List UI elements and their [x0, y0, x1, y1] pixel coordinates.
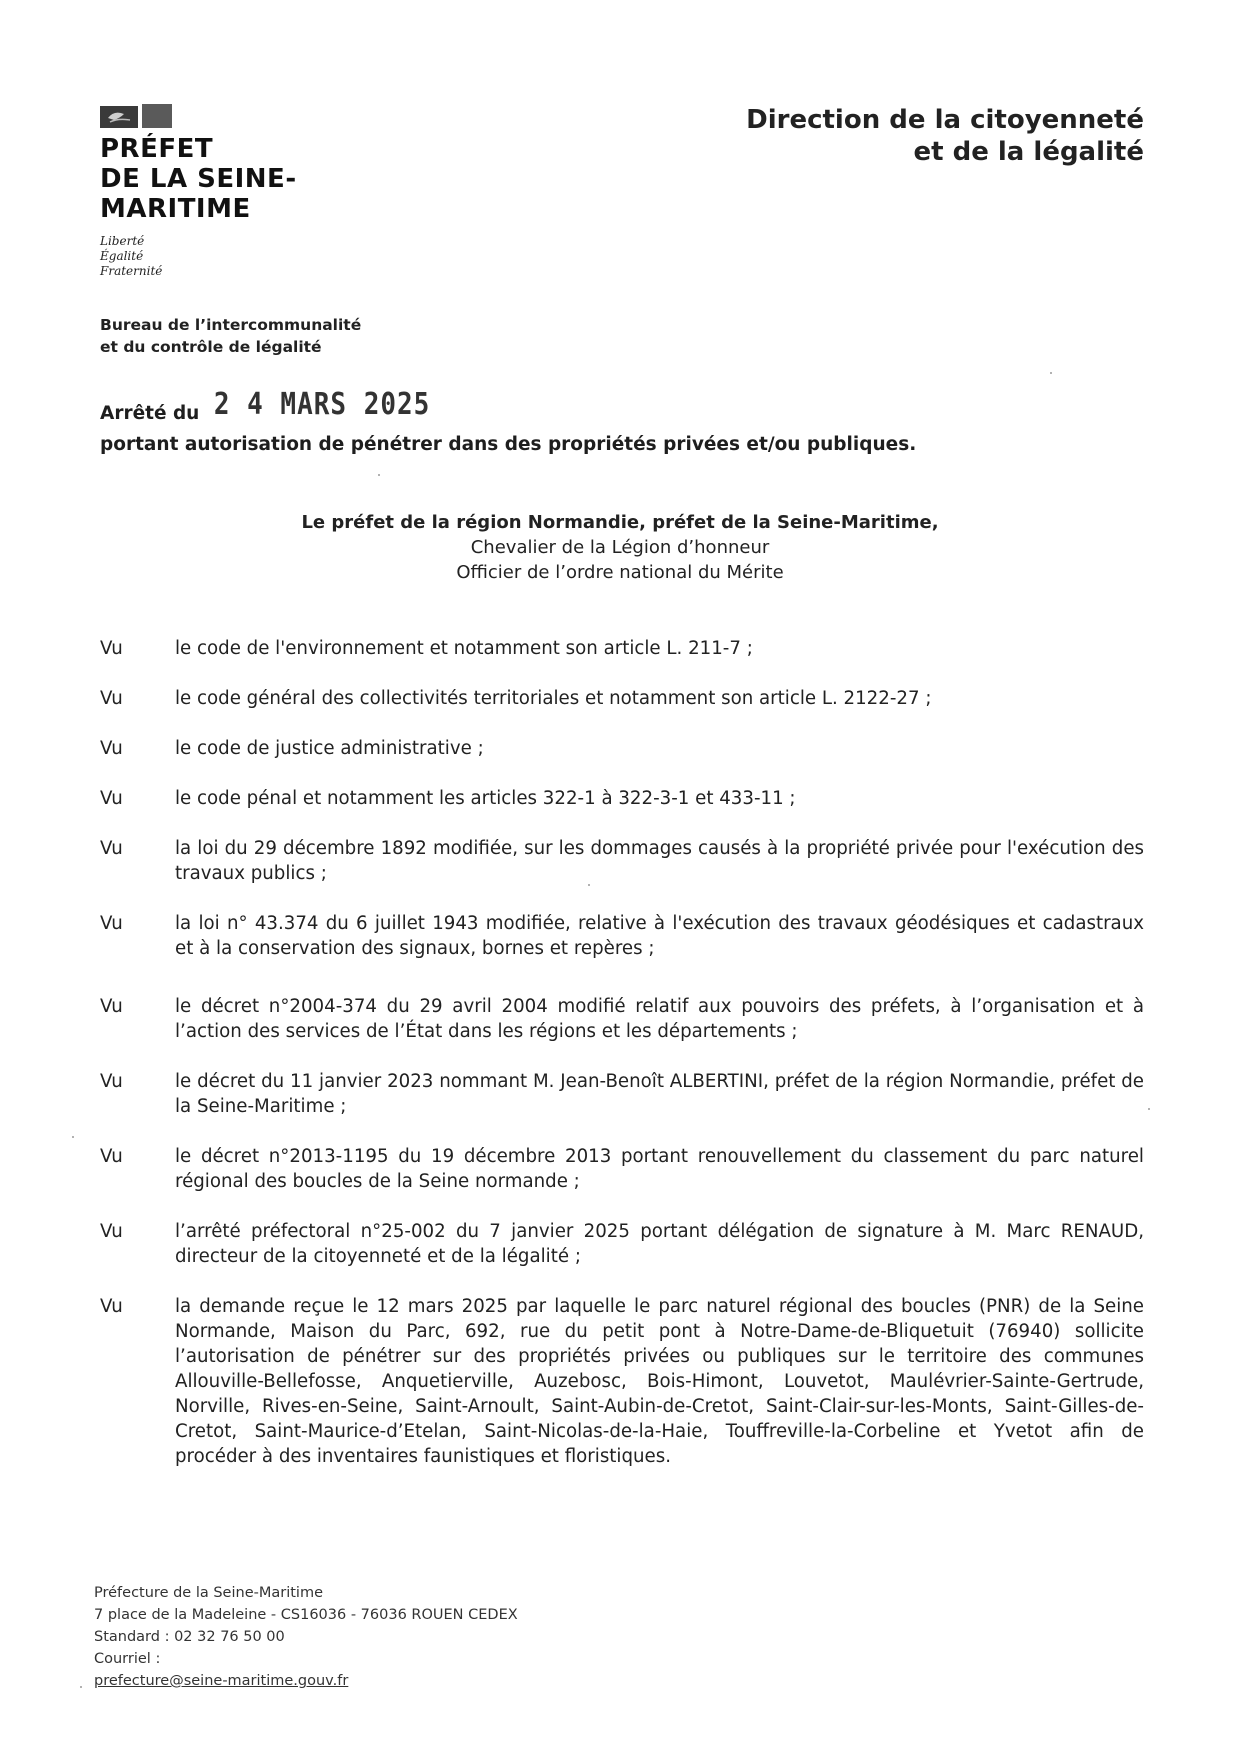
visa-text: le décret n°2004-374 du 29 avril 2004 modifié relatif aux pouvoirs des préfets, à l’organisation et à l’action des services de l’État dans les régions et les départements ; [175, 996, 1144, 1042]
visa-label: Vu [100, 996, 123, 1017]
visa-label: Vu [100, 638, 123, 659]
visa-text: le code pénal et notamment les articles 322-1 à 322-3-1 et 433-11 ; [175, 788, 796, 809]
visa-label: Vu [100, 1296, 123, 1317]
bureau-line-1: Bureau de l’intercommunalité [100, 316, 362, 334]
footer-address-line: 7 place de la Madeleine - CS16036 - 76036 ROUEN CEDEX [94, 1607, 518, 1623]
visa-text: le décret n°2013-1195 du 19 décembre 2013 portant renouvellement du classement du parc naturel régional des boucles de la Seine normande ; [175, 1146, 1144, 1192]
prefet-legion-honneur: Chevalier de la Légion d’honneur [470, 537, 770, 558]
visa-label: Vu [100, 738, 123, 759]
arrete-title [100, 387, 1100, 458]
visa-label: Vu [100, 1146, 123, 1167]
visa-text: le code de justice administrative ; [175, 738, 484, 759]
visa-item [100, 1069, 1144, 1119]
bureau-heading [100, 314, 600, 358]
visa-item [100, 686, 1144, 711]
visa-text: le décret du 11 janvier 2023 nommant M. Jean-Benoît ALBERTINI, préfet de la région Normandie, préfet de la Seine-Maritime ; [175, 1071, 1144, 1117]
direction-heading [624, 104, 1144, 168]
scan-speck [588, 884, 590, 886]
footer-mail-link[interactable]: prefecture@seine-maritime.gouv.fr [94, 1673, 349, 1689]
scan-speck [80, 1686, 82, 1688]
visa-label: Vu [100, 913, 123, 934]
footer-phone: Standard : 02 32 76 50 00 [94, 1629, 285, 1645]
visa-item [100, 1219, 1144, 1269]
prefet-intro [150, 510, 1090, 585]
visa-item [100, 836, 1144, 886]
visa-item [100, 636, 1144, 661]
scan-speck [378, 474, 380, 476]
visa-label: Vu [100, 1221, 123, 1242]
scan-speck [1050, 372, 1052, 374]
footer-address [94, 1582, 694, 1692]
visa-item [100, 994, 1144, 1044]
visa-item [100, 786, 1144, 811]
devise-fraternite: Fraternité [100, 264, 163, 278]
visa-label: Vu [100, 838, 123, 859]
marianne-logo-icon [100, 104, 172, 128]
visa-text: la loi du 29 décembre 1892 modifiée, sur les dommages causés à la propriété privée pour l'exécution des travaux publics ; [175, 838, 1144, 884]
footer-mail-line [94, 1648, 694, 1692]
prefet-title-line: Le préfet de la région Normandie, préfet de la Seine-Maritime, [301, 512, 939, 533]
visa-label: Vu [100, 788, 123, 809]
devise-liberte: Liberté [100, 234, 145, 248]
arrete-date-line [100, 387, 1100, 432]
visa-item [100, 1294, 1144, 1469]
visa-text: la loi n° 43.374 du 6 juillet 1943 modifiée, relative à l'exécution des travaux géodésiques et cadastraux et à la conservation des signaux, bornes et repères ; [175, 913, 1144, 959]
visa-label: Vu [100, 1071, 123, 1092]
visa-label: Vu [100, 688, 123, 709]
visa-item [100, 1144, 1144, 1194]
footer-mail-label: Courriel : [94, 1651, 161, 1667]
devise-egalite: Égalité [100, 249, 144, 263]
visa-text: le code de l'environnement et notamment son article L. 211-7 ; [175, 638, 753, 659]
scan-speck [72, 1136, 74, 1138]
arrete-prefix: Arrêté du [100, 403, 200, 424]
visa-text: l’arrêté préfectoral n°25-002 du 7 janvier 2025 portant délégation de signature à M. Marc RENAUD, directeur de la citoyenneté et de la légalité ; [175, 1221, 1144, 1267]
visas-list [100, 636, 1144, 1469]
visa-text: la demande reçue le 12 mars 2025 par laquelle le parc naturel régional des boucles (PNR) de la Seine Normande, Maison du Parc, 692, rue du petit pont à Notre-Dame-de-Bliquetuit (76940) sollicite l’autorisation de pénétrer sur des propriétés privées ou publiques sur le territoire des communes Allouville-Bellefosse, Anquetierville, Auzebosc, Bois-Himont, Louvetot, Maulévrier-Sainte-Gertrude, Norville, Rives-en-Seine, Saint-Arnoult, Saint-Aubin-de-Cretot, Saint-Clair-sur-les-Monts, Saint-Gilles-de-Cretot, Saint-Maurice-d’Etelan, Saint-Nicolas-de-la-Haie, Touffreville-la-Corbeline et Yvetot afin de procéder à des inventaires faunistiques et floristiques. [175, 1296, 1144, 1467]
devise [100, 234, 360, 279]
visa-item [100, 911, 1144, 961]
visa-text: le code général des collectivités territoriales et notamment son article L. 2122-27 ; [175, 688, 932, 709]
bureau-line-2: et du contrôle de légalité [100, 338, 322, 356]
direction-line-2: et de la légalité [913, 137, 1144, 167]
prefet-title: PRÉFET DE LA SEINE- MARITIME [100, 134, 297, 224]
footer-prefecture: Préfecture de la Seine-Maritime [94, 1585, 323, 1601]
date-stamp: 2 4 MARS 2025 [213, 387, 431, 423]
prefet-ordre-merite: Officier de l’ordre national du Mérite [456, 562, 784, 583]
arrete-subject: portant autorisation de pénétrer dans des propriétés privées et/ou publiques. [100, 434, 917, 455]
prefecture-logo-block [100, 104, 360, 279]
scan-speck [1148, 1108, 1150, 1110]
visa-item [100, 736, 1144, 761]
direction-line-1: Direction de la citoyenneté [746, 105, 1144, 135]
